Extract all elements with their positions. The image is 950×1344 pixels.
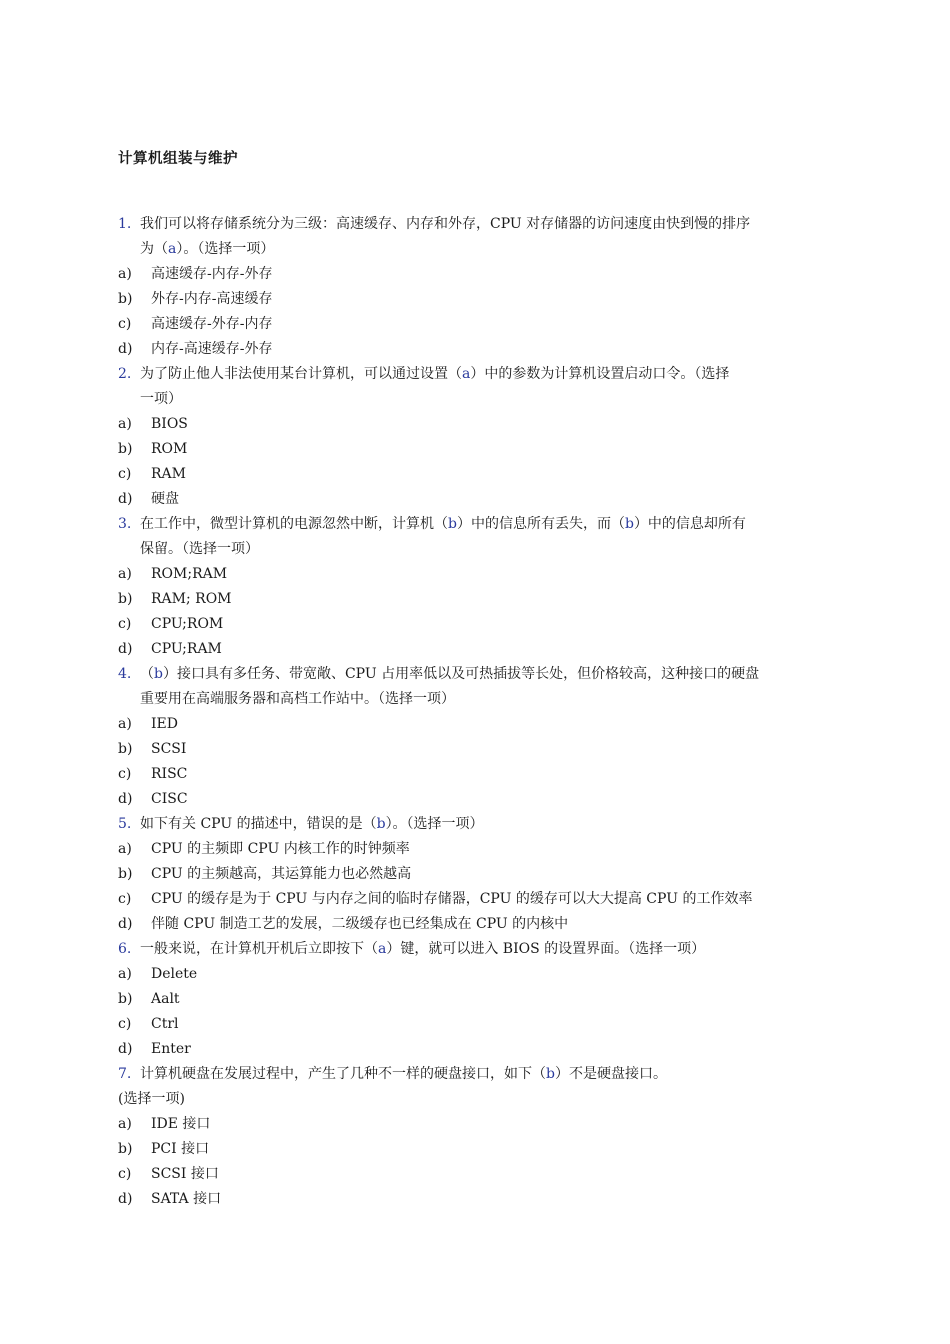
option-text: ROM;RAM	[151, 566, 228, 582]
option-marker: b)	[118, 741, 133, 757]
question-3	[118, 512, 838, 662]
question-number: 6.	[118, 941, 132, 957]
stem-text: 如下有关 CPU 的描述中，错误的是（	[140, 816, 377, 832]
option-marker: a)	[118, 716, 132, 732]
option-text: Ctrl	[151, 1016, 179, 1032]
option-marker: b)	[118, 866, 133, 882]
question-1	[118, 212, 838, 362]
option-marker: a)	[118, 416, 132, 432]
option-text: SATA 接口	[151, 1191, 222, 1207]
option-text: Enter	[151, 1041, 191, 1057]
stem-text: ）键，就可以进入 BIOS 的设置界面。（选择一项）	[386, 941, 706, 957]
option-marker: d)	[118, 916, 133, 932]
option-item	[118, 562, 838, 587]
question-number: 2.	[118, 366, 132, 382]
question-stem-line	[118, 362, 838, 387]
answer-key: b	[448, 516, 457, 532]
option-text: 外存-内存-高速缓存	[151, 291, 273, 307]
question-stem-line	[118, 387, 838, 412]
option-item	[118, 1112, 838, 1137]
option-text: 内存-高速缓存-外存	[151, 341, 273, 357]
option-item	[118, 987, 838, 1012]
option-item	[118, 1012, 838, 1037]
option-marker: b)	[118, 591, 133, 607]
option-marker: d)	[118, 641, 133, 657]
option-text: CPU 的主频越高，其运算能力也必然越高	[151, 866, 412, 882]
option-text: PCI 接口	[151, 1141, 210, 1157]
question-stem-line	[118, 687, 838, 712]
stem-text: ）不是硬盘接口。	[554, 1066, 667, 1082]
option-item	[118, 712, 838, 737]
question-stem-line	[118, 1062, 838, 1087]
option-marker: b)	[118, 291, 133, 307]
option-text: ROM	[151, 441, 188, 457]
option-item	[118, 337, 838, 362]
option-text: RAM	[151, 466, 186, 482]
question-stem-line	[118, 537, 838, 562]
option-text: SCSI 接口	[151, 1166, 219, 1182]
option-item	[118, 862, 838, 887]
option-item	[118, 737, 838, 762]
answer-key: a	[378, 941, 387, 957]
option-item	[118, 887, 838, 912]
question-stem-line	[118, 662, 838, 687]
option-marker: d)	[118, 1041, 133, 1057]
option-marker: c)	[118, 616, 132, 632]
question-6	[118, 937, 838, 1062]
question-number: 4.	[118, 666, 132, 682]
option-text: CPU;ROM	[151, 616, 224, 632]
option-text: BIOS	[151, 416, 188, 432]
option-marker: b)	[118, 441, 133, 457]
option-item	[118, 762, 838, 787]
option-marker: c)	[118, 316, 132, 332]
question-7	[118, 1062, 838, 1212]
stem-text: ）中的信息所有丢失，而（	[456, 516, 625, 532]
option-item	[118, 1162, 838, 1187]
option-marker: a)	[118, 841, 132, 857]
option-item	[118, 312, 838, 337]
question-note: (选择一项)	[118, 1091, 185, 1107]
option-marker: c)	[118, 1016, 132, 1032]
option-item	[118, 412, 838, 437]
option-item	[118, 962, 838, 987]
answer-key: a	[462, 366, 471, 382]
option-item	[118, 487, 838, 512]
option-item	[118, 912, 838, 937]
stem-text: ）中的信息却所有	[633, 516, 746, 532]
option-item	[118, 1037, 838, 1062]
option-marker: d)	[118, 791, 133, 807]
option-text: Aalt	[151, 991, 180, 1007]
option-text: CPU;RAM	[151, 641, 222, 657]
option-text: Delete	[151, 966, 198, 982]
question-list	[118, 212, 838, 1212]
question-2	[118, 362, 838, 512]
question-stem-line	[118, 937, 838, 962]
option-text: 伴随 CPU 制造工艺的发展，二级缓存也已经集成在 CPU 的内核中	[151, 916, 569, 932]
question-number: 3.	[118, 516, 132, 532]
option-marker: a)	[118, 1116, 132, 1132]
option-text: 高速缓存-内存-外存	[151, 266, 273, 282]
option-text: CPU 的缓存是为于 CPU 与内存之间的临时存储器，CPU 的缓存可以大大提高 CPU 的工作效率	[151, 891, 753, 907]
option-marker: b)	[118, 991, 133, 1007]
option-item	[118, 287, 838, 312]
stem-text: ）中的参数为计算机设置启动口令。（选择	[470, 366, 730, 382]
stem-text: （	[140, 666, 154, 682]
option-marker: d)	[118, 491, 133, 507]
question-stem-line	[118, 512, 838, 537]
question-number: 7.	[118, 1066, 132, 1082]
stem-text: 保留。（选择一项）	[140, 541, 259, 557]
option-item	[118, 837, 838, 862]
stem-text: 一项）	[140, 391, 182, 407]
stem-text: ）。（选择一项）	[385, 816, 484, 832]
option-text: IED	[151, 716, 178, 732]
option-marker: a)	[118, 966, 132, 982]
answer-key: a	[168, 241, 177, 257]
option-text: RISC	[151, 766, 188, 782]
answer-key: b	[546, 1066, 555, 1082]
option-item	[118, 262, 838, 287]
option-marker: a)	[118, 566, 132, 582]
option-marker: c)	[118, 891, 132, 907]
option-text: IDE 接口	[151, 1116, 211, 1132]
answer-key: b	[154, 666, 163, 682]
stem-text: ）。（选择一项）	[176, 241, 275, 257]
question-number: 5.	[118, 816, 132, 832]
question-4	[118, 662, 838, 812]
option-marker: c)	[118, 766, 132, 782]
stem-text: 一般来说，在计算机开机后立即按下（	[140, 941, 378, 957]
option-item	[118, 587, 838, 612]
stem-text: 为了防止他人非法使用某台计算机，可以通过设置（	[140, 366, 462, 382]
option-item	[118, 1137, 838, 1162]
option-marker: b)	[118, 1141, 133, 1157]
stem-text: 计算机硬盘在发展过程中，产生了几种不一样的硬盘接口，如下（	[140, 1066, 546, 1082]
option-text: RAM; ROM	[151, 591, 232, 607]
stem-text: 重要用在高端服务器和高档工作站中。（选择一项）	[140, 691, 455, 707]
stem-text: 在工作中，微型计算机的电源忽然中断，计算机（	[140, 516, 448, 532]
question-number: 1.	[118, 216, 132, 232]
option-item	[118, 612, 838, 637]
option-marker: d)	[118, 1191, 133, 1207]
option-item	[118, 462, 838, 487]
option-text: 高速缓存-外存-内存	[151, 316, 273, 332]
option-item	[118, 787, 838, 812]
option-marker: c)	[118, 1166, 132, 1182]
question-stem-line	[118, 212, 838, 237]
question-stem-line	[118, 237, 838, 262]
option-text: SCSI	[151, 741, 187, 757]
stem-text: ）接口具有多任务、带宽敞、CPU 占用率低以及可热插拔等长处，但价格较高，这种接口的硬盘	[162, 666, 760, 682]
question-stem-line	[118, 812, 838, 837]
answer-key: b	[376, 816, 386, 832]
option-text: CISC	[151, 791, 188, 807]
document-title: 计算机组装与维护	[118, 151, 238, 167]
answer-key: b	[624, 516, 634, 532]
stem-text: 为（	[140, 241, 168, 257]
option-marker: a)	[118, 266, 132, 282]
option-text: 硬盘	[151, 491, 179, 507]
option-item	[118, 637, 838, 662]
stem-text: 我们可以将存储系统分为三级：高速缓存、内存和外存，CPU 对存储器的访问速度由快到慢的排序	[140, 216, 751, 232]
option-marker: c)	[118, 466, 132, 482]
option-marker: d)	[118, 341, 133, 357]
option-item	[118, 1187, 838, 1212]
option-text: CPU 的主频即 CPU 内核工作的时钟频率	[151, 841, 410, 857]
question-5	[118, 812, 838, 937]
option-item	[118, 437, 838, 462]
